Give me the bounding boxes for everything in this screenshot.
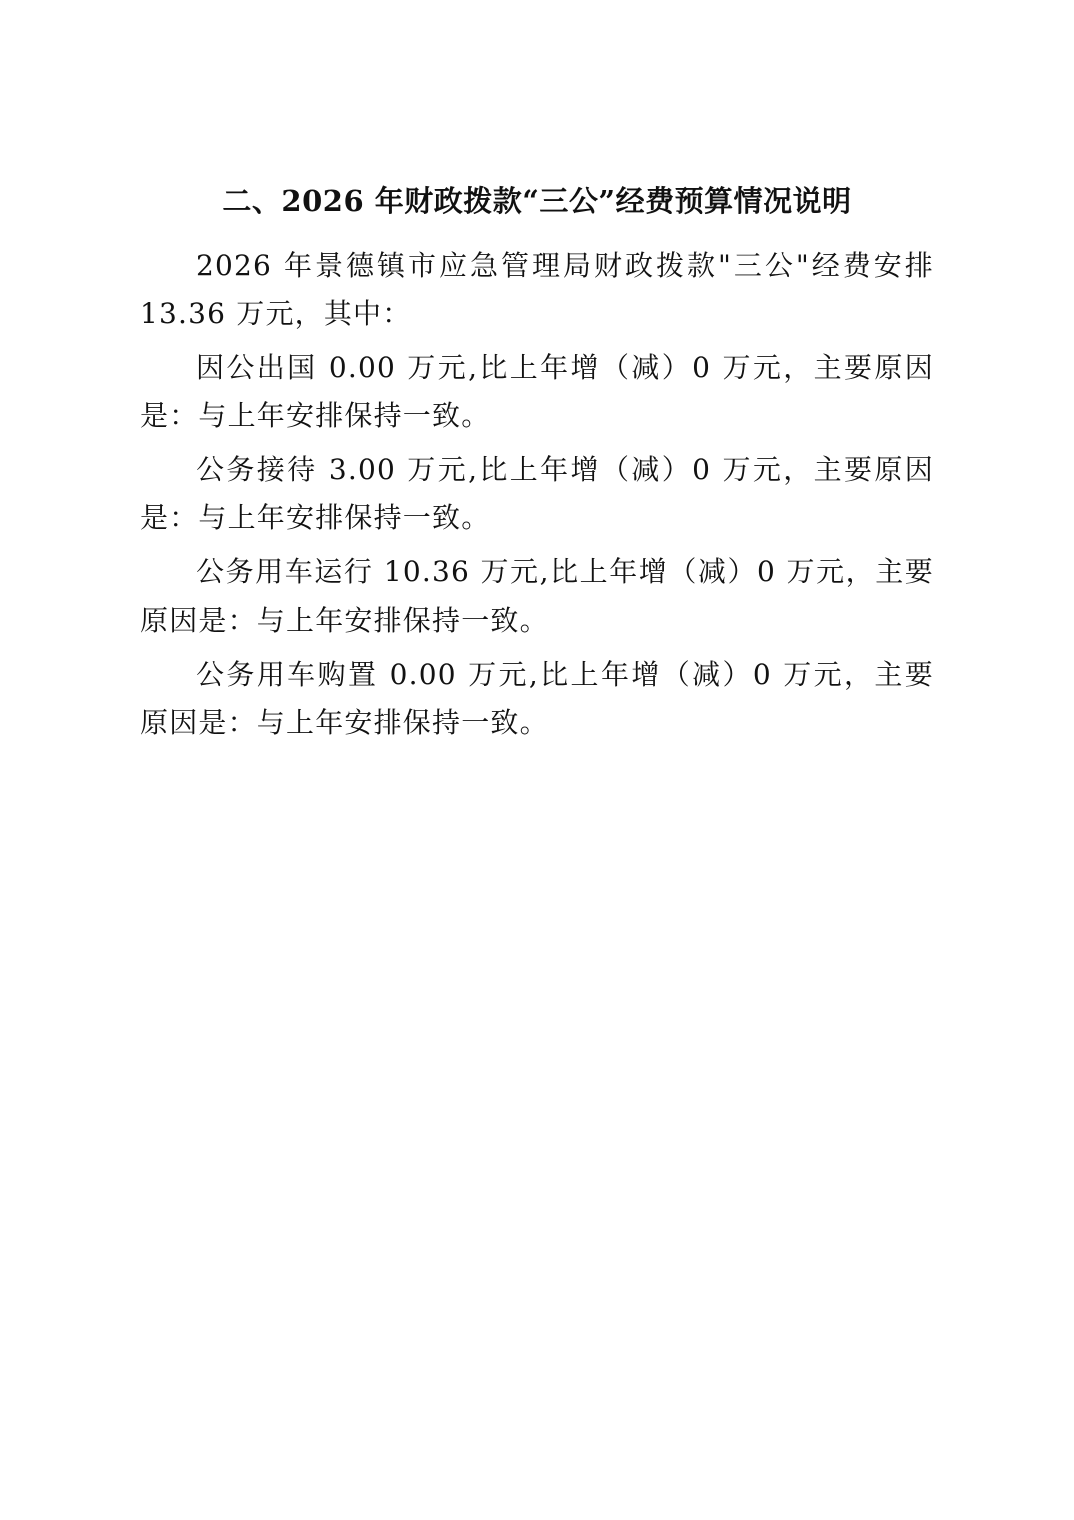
paragraph-vehicle-purchase: 公务用车购置 0.00 万元,比上年增（减）0 万元，主要原因是：与上年安排保持一致。: [140, 657, 934, 739]
paragraph-overseas-travel: 因公出国 0.00 万元,比上年增（减）0 万元，主要原因是：与上年安排保持一致。: [140, 350, 934, 432]
page-title: 二、2026 年财政拨款“三公”经费预算情况说明: [222, 184, 852, 218]
paragraph-official-reception: 公务接待 3.00 万元,比上年增（减）0 万元，主要原因是：与上年安排保持一致。: [140, 453, 934, 535]
paragraph-summary: 2026 年景德镇市应急管理局财政拨款"三公"经费安排 13.36 万元，其中：: [140, 248, 934, 330]
paragraph-vehicle-operation: 公务用车运行 10.36 万元,比上年增（减）0 万元，主要原因是：与上年安排保持一致。: [140, 555, 934, 637]
